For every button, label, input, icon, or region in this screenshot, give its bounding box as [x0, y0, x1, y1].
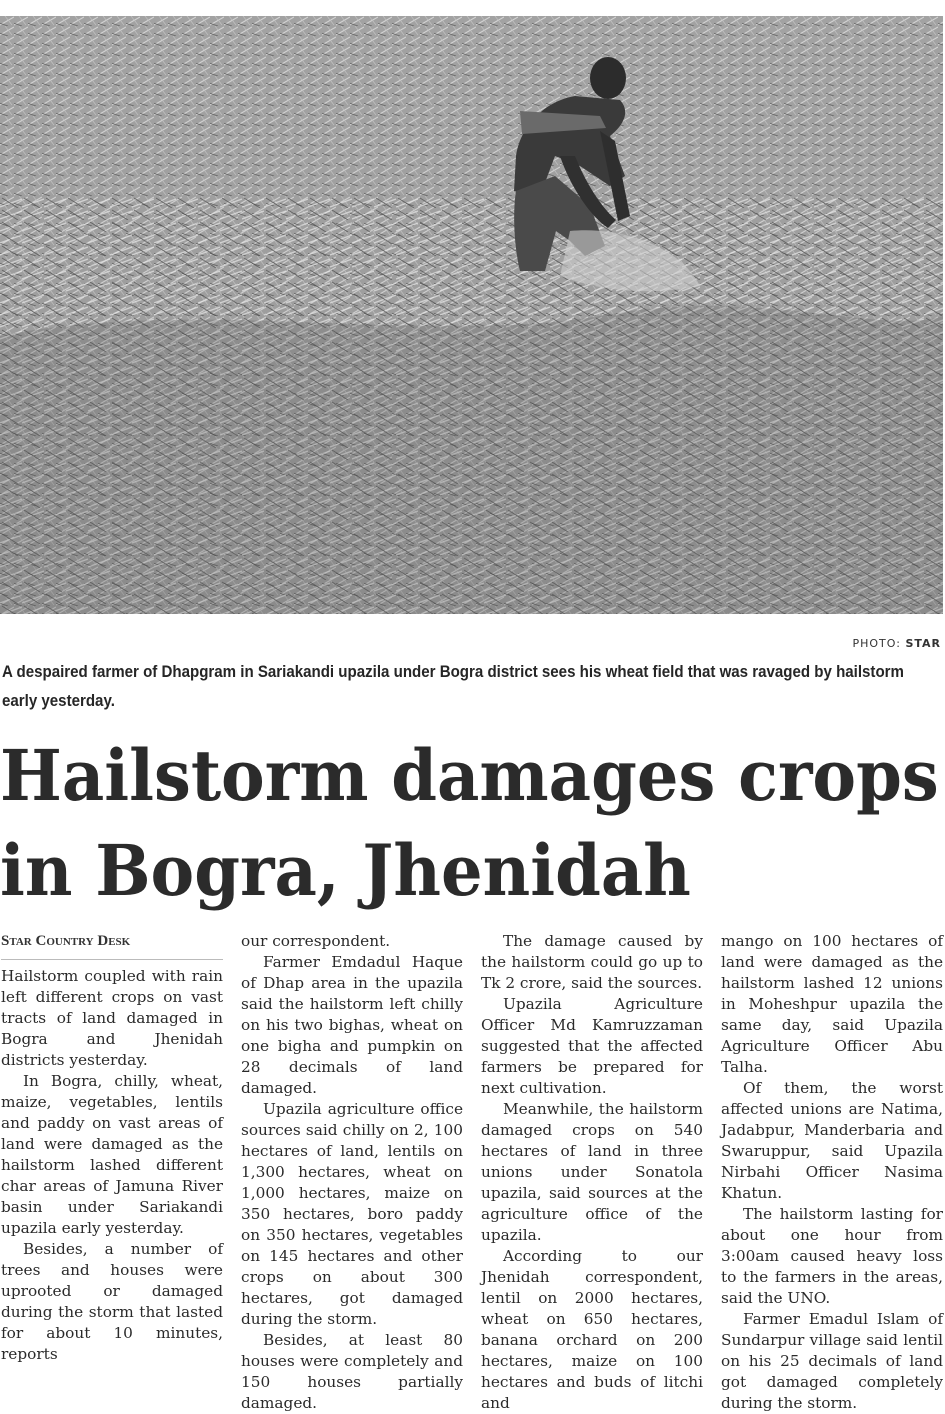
paragraph: Hailstorm coupled with rain left different crops on vast tracts of land damaged in Bogra and Jhenidah districts yesterday.: [1, 967, 223, 1069]
paragraph: Farmer Emdadul Haque of Dhap area in the upazila said the hailstorm left chilly on his two bighas, wheat on one bigha and pumpkin on 28 decimals of land damaged.: [241, 953, 463, 1097]
paragraph: Upazila agriculture office sources said chilly on 2, 100 hectares of land, lentils on 1,300 hectares, wheat on 1,000 hectares, maize on 350 hectares, boro paddy on 350 hectares, vegetables on 145 hectares and other crops on about 300 hectares, got damaged during the storm.: [241, 1100, 463, 1328]
headline-line-2: in Bogra, Jhenidah: [0, 829, 691, 912]
paragraph: Meanwhile, the hailstorm damaged crops on 540 hectares of land in three unions under Sonatola upazila, said sources at the agriculture office of the upazila.: [481, 1100, 703, 1244]
article-column-4: [721, 931, 943, 1414]
article-column-1: [1, 931, 223, 1365]
byline: Star Country Desk: [1, 931, 223, 960]
paragraph: Of them, the worst affected unions are Natima, Jadabpur, Manderbaria and Swaruppur, said Upazila Nirbahi Officer Nasima Khatun.: [721, 1079, 943, 1202]
paragraph: Besides, a number of trees and houses were uprooted or damaged during the storm that lasted for about 10 minutes, reports: [1, 1240, 223, 1363]
paragraph: The hailstorm lasting for about one hour from 3:00am caused heavy loss to the farmers in the areas, said the UNO.: [721, 1205, 943, 1307]
wheat-field-farmer-photo: [0, 16, 943, 614]
paragraph: our correspondent.: [241, 932, 391, 950]
paragraph: In Bogra, chilly, wheat, maize, vegetables, lentils and paddy on vast areas of land were damaged as the hailstorm lashed different char areas of Jamuna River basin under Sariakandi upazila early yesterday.: [1, 1072, 223, 1237]
paragraph: Upazila Agriculture Officer Md Kamruzzaman suggested that the affected farmers be prepared for next cultivation.: [481, 995, 703, 1097]
headline-line-1: Hailstorm damages crops: [0, 734, 939, 817]
photo-credit-source: STAR: [905, 637, 941, 650]
paragraph: Besides, at least 80 houses were completely and 150 houses partially damaged.: [241, 1331, 463, 1412]
news-photo: [0, 16, 943, 614]
paragraph: The damage caused by the hailstorm could go up to Tk 2 crore, said the sources.: [481, 932, 703, 992]
paragraph: Farmer Emadul Islam of Sundarpur village said lentil on his 25 decimals of land got damaged completely during the storm.: [721, 1310, 943, 1412]
photo-credit: [852, 637, 941, 650]
headline: [0, 728, 944, 918]
paragraph: According to our Jhenidah correspondent, lentil on 2000 hectares, wheat on 650 hectares, banana orchard on 200 hectares, maize on 100 hectares and buds of litchi and: [481, 1247, 703, 1412]
photo-caption: A despaired farmer of Dhapgram in Sariakandi upazila under Bogra district sees his wheat field that was ravaged by hailstorm early yesterday.: [2, 663, 904, 710]
paragraph: mango on 100 hectares of land were damaged as the hailstorm lashed 12 unions in Moheshpur upazila the same day, said Upazila Agriculture Officer Abu Talha.: [721, 932, 943, 1076]
article-column-2: [241, 931, 463, 1414]
article-column-3: [481, 931, 703, 1414]
photo-credit-label: PHOTO:: [852, 637, 901, 650]
